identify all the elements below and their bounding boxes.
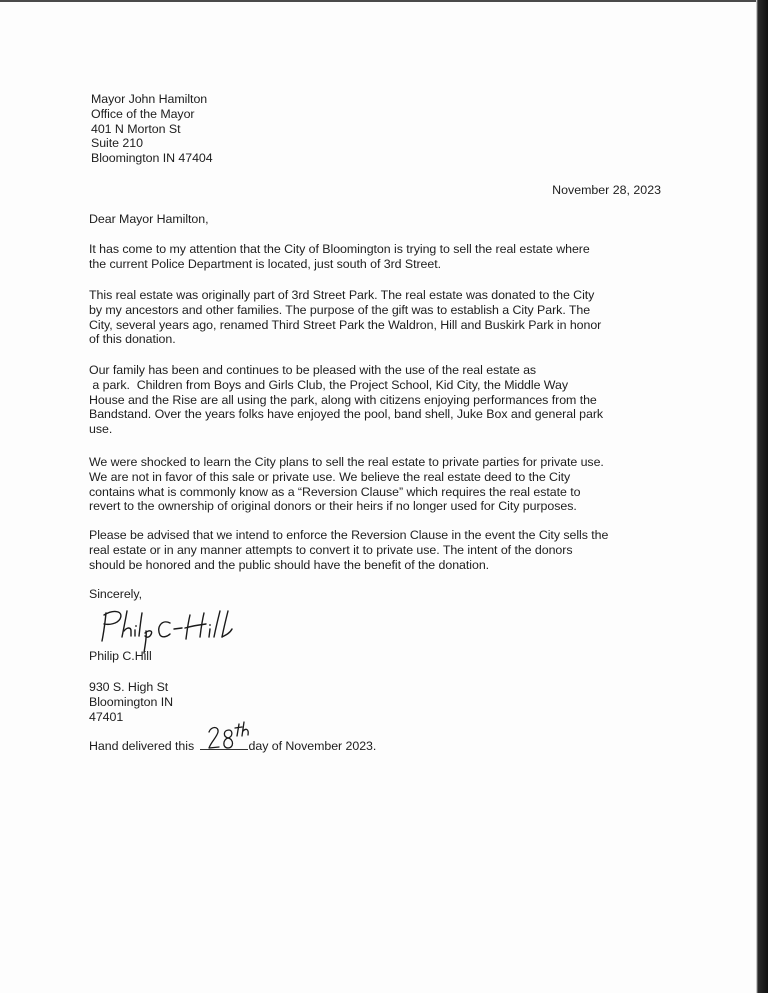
paragraph	[89, 528, 674, 572]
sender-line: 47401	[89, 709, 124, 724]
paragraph-line: We are not in favor of this sale or private use. We believe the real estate deed to the City	[89, 469, 571, 484]
recipient-line: Suite 210	[91, 136, 143, 151]
paragraph	[89, 288, 674, 347]
salutation-text: Dear Mayor Hamilton,	[89, 212, 209, 226]
handwritten-day	[203, 720, 255, 754]
recipient-line: 401 N Morton St	[91, 121, 181, 136]
paragraph-line: Our family has been and continues to be pleased with the use of the real estate as	[89, 363, 537, 377]
paragraph	[89, 363, 674, 437]
handwritten-signature	[92, 603, 252, 655]
paragraph-line: real estate or in any manner attempts to convert it to private use. The intent of the donors	[89, 542, 573, 557]
sender-line: Bloomington IN	[89, 694, 174, 709]
signer-name	[89, 649, 674, 664]
sender-line: 930 S. High St	[89, 680, 169, 694]
paragraph-line: revert to the ownership of original donors or their heirs if no longer used for City purposes.	[89, 499, 577, 514]
paragraph-line: the current Police Department is located, just south of 3rd Street.	[89, 256, 442, 271]
paragraph-line: of this donation.	[89, 332, 176, 347]
delivery-line	[89, 738, 674, 754]
paragraph-line: a park. Children from Boys and Girls Club, the Project School, Kid City, the Middle Way	[89, 377, 568, 392]
closing-text: Sincerely,	[89, 587, 142, 601]
paragraph-line: should be honored and the public should have the benefit of the donation.	[89, 557, 490, 572]
recipient-line: Bloomington IN 47404	[91, 151, 213, 166]
delivery-suffix: day of November 2023.	[248, 739, 377, 753]
recipient-line: Mayor John Hamilton	[91, 92, 208, 106]
paragraph-line: contains what is commonly know as a “Reversion Clause” which requires the real estate to	[89, 484, 581, 499]
paragraph-line: We were shocked to learn the City plans to sell the real estate to private parties for private use.	[89, 455, 604, 469]
signer-name-text: Philip C.Hill	[89, 649, 152, 663]
paragraph-line: House and the Rise are all using the park, along with citizens enjoying performances from the	[89, 392, 597, 407]
paragraph-line: This real estate was originally part of 3rd Street Park. The real estate was donated to the City	[89, 288, 595, 302]
delivery-text	[89, 738, 674, 754]
paragraph-line: by my ancestors and other families. The purpose of the gift was to establish a City Park. The	[89, 302, 591, 317]
sender-address	[89, 680, 674, 724]
delivery-prefix: Hand delivered this	[89, 739, 195, 753]
closing	[89, 587, 674, 602]
recipient-line: Office of the Mayor	[91, 106, 195, 121]
scan-edge-top	[0, 0, 768, 2]
paragraph	[89, 242, 674, 272]
salutation	[89, 212, 674, 227]
letter-date: November 28, 2023	[552, 183, 661, 197]
paragraph-line: use.	[89, 422, 113, 437]
paragraph-line: It has come to my attention that the City of Bloomington is trying to sell the real estate where	[89, 242, 590, 256]
paragraph-line: Please be advised that we intend to enforce the Reversion Clause in the event the City sells the	[89, 528, 609, 542]
paragraph-line: City, several years ago, renamed Third Street Park the Waldron, Hill and Buskirk Park in honor	[89, 317, 602, 332]
recipient-address	[91, 92, 676, 166]
paragraph	[89, 455, 674, 514]
scan-edge-right	[756, 0, 768, 993]
paragraph-line: Bandstand. Over the years folks have enjoyed the pool, band shell, Juke Box and general park	[89, 407, 604, 422]
